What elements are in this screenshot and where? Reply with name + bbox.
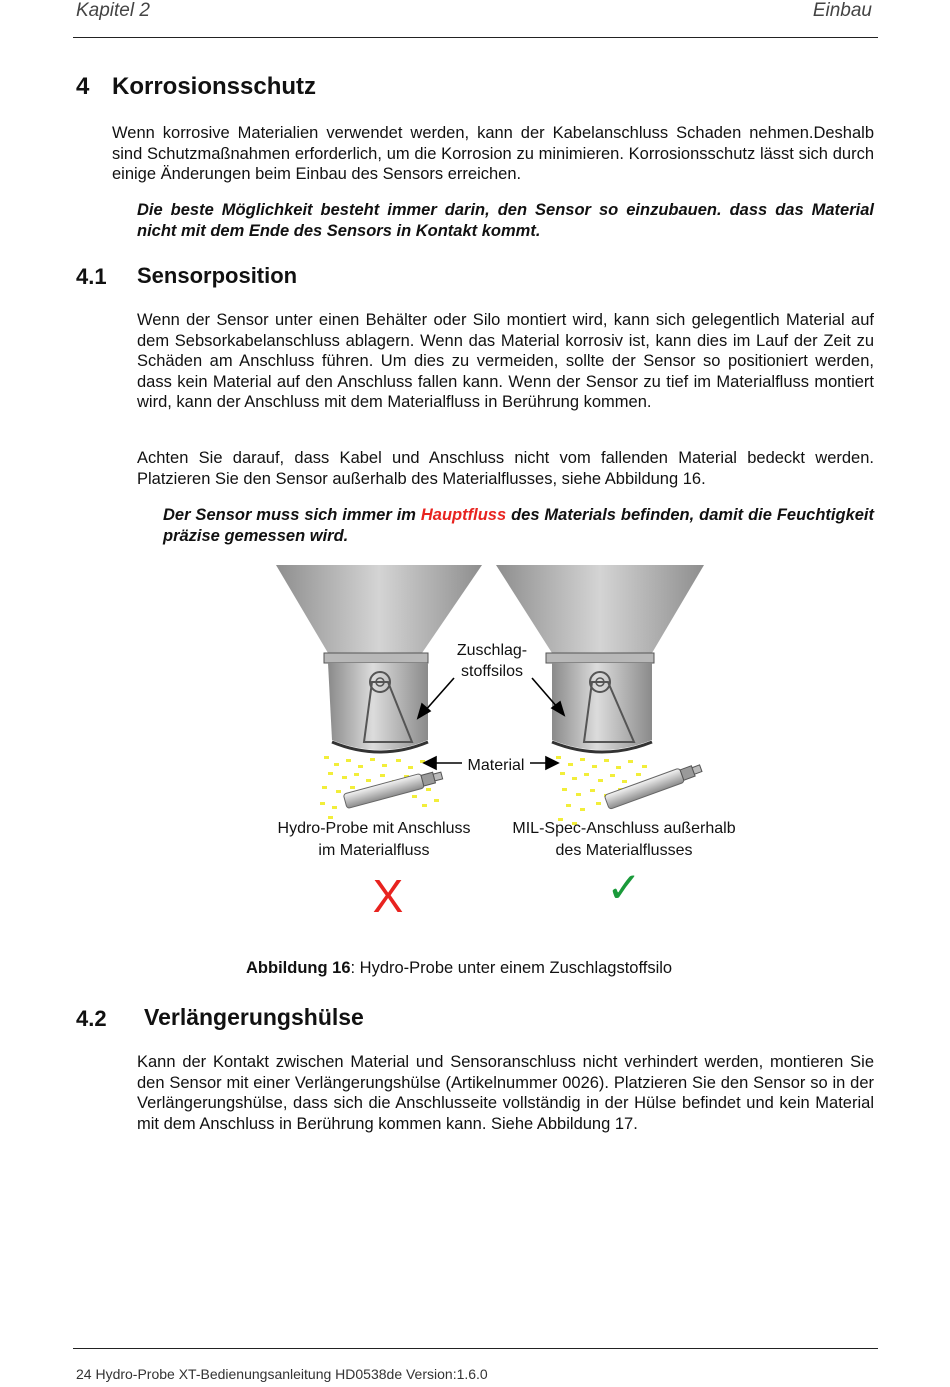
body-paragraph: Wenn korrosive Materialien verwendet werden, kann der Kabelanschluss Schaden nehmen.Deshalb sind Schutzmaßnahmen erforderlich, um die Korrosion zu minimieren. Korrosionsschutz lässt sich durch einige Änderungen beim Einbau des Sensors erreichen. (112, 124, 874, 183)
subsection-title: Verlängerungshülse (144, 1004, 364, 1030)
header-chapter: Kapitel 2 (76, 0, 150, 21)
note-text: des Materials befinden, damit die Feuchtigkeit präzise gemessen wird. (163, 506, 875, 545)
page-footer: 24 Hydro-Probe XT-Bedienungsanleitung HD0538de Version:1.6.0 (76, 1366, 488, 1382)
note-highlight: Hauptfluss (420, 506, 507, 524)
header-rule (73, 37, 878, 38)
material-label: Material (467, 757, 525, 774)
figure-silo-diagram (262, 560, 762, 950)
figure-caption-text: : Hydro-Probe unter einem Zuschlagstoffsilo (350, 959, 673, 977)
footer-rule (73, 1348, 878, 1349)
body-paragraph: Wenn der Sensor unter einen Behälter oder Silo montiert wird, kann sich gelegentlich Material auf dem Sebsorkabelanschluss ablagern. Wenn das Material korrosiv ist, kann dies im Lauf der Zeit zu Schäden am Anschluss führen. Um dies zu vermeiden, sollte der Sensor so positioniert werden, dass kein Material auf den Anschluss fallen kann. Wenn der Sensor zu tief im Materialfluss montiert wird, kann der Anschluss mit dem Materialfluss in Berührung kommen. (137, 311, 874, 411)
left-caption: im Materialfluss (318, 842, 430, 859)
figure-caption-label: Abbildung 16 (246, 959, 351, 977)
note-text: Der Sensor muss sich immer im (163, 506, 421, 524)
section-title: Korrosionsschutz (112, 73, 317, 100)
note-paragraph: Die beste Möglichkeit besteht immer darin, den Sensor so einzubauen. dass das Material nicht mit dem Ende des Sensors in Kontakt kommt. (137, 201, 874, 240)
subsection-title: Sensorposition (137, 263, 298, 288)
subsection-number: 4.2 (76, 1006, 107, 1031)
header-section: Einbau (812, 0, 872, 21)
note-paragraph (163, 505, 874, 546)
silo-label: Zuschlag- (456, 642, 528, 659)
body-paragraph: Kann der Kontakt zwischen Material und Sensoranschluss nicht verhindert werden, montieren Sie den Sensor mit einer Verlängerungshülse (Artikelnummer 0026). Platzieren Sie den Sensor so in der Verlängerungshülse, dass sich die Anschlusseite vollständig in der Hülse befindet und kein Material mit dem Anschluss in Berührung kommen kann. Siehe Abbildung 17. (137, 1053, 874, 1133)
section-number: 4 (76, 73, 90, 100)
right-caption: MIL-Spec-Anschluss außerhalb (512, 820, 736, 837)
wrong-mark-icon: X (372, 870, 404, 922)
body-paragraph: Achten Sie darauf, dass Kabel und Anschluss nicht vom fallenden Material bedeckt werden. Platzieren Sie den Sensor außerhalb des Materialflusses, siehe Abbildung 16. (137, 449, 874, 488)
silo-label: stoffsilos (461, 663, 523, 680)
subsection-number: 4.1 (76, 264, 107, 289)
right-caption: des Materialflusses (555, 842, 693, 859)
check-mark-icon: ✓ (606, 863, 642, 912)
left-caption: Hydro-Probe mit Anschluss (277, 820, 471, 837)
figure-caption (246, 959, 672, 978)
